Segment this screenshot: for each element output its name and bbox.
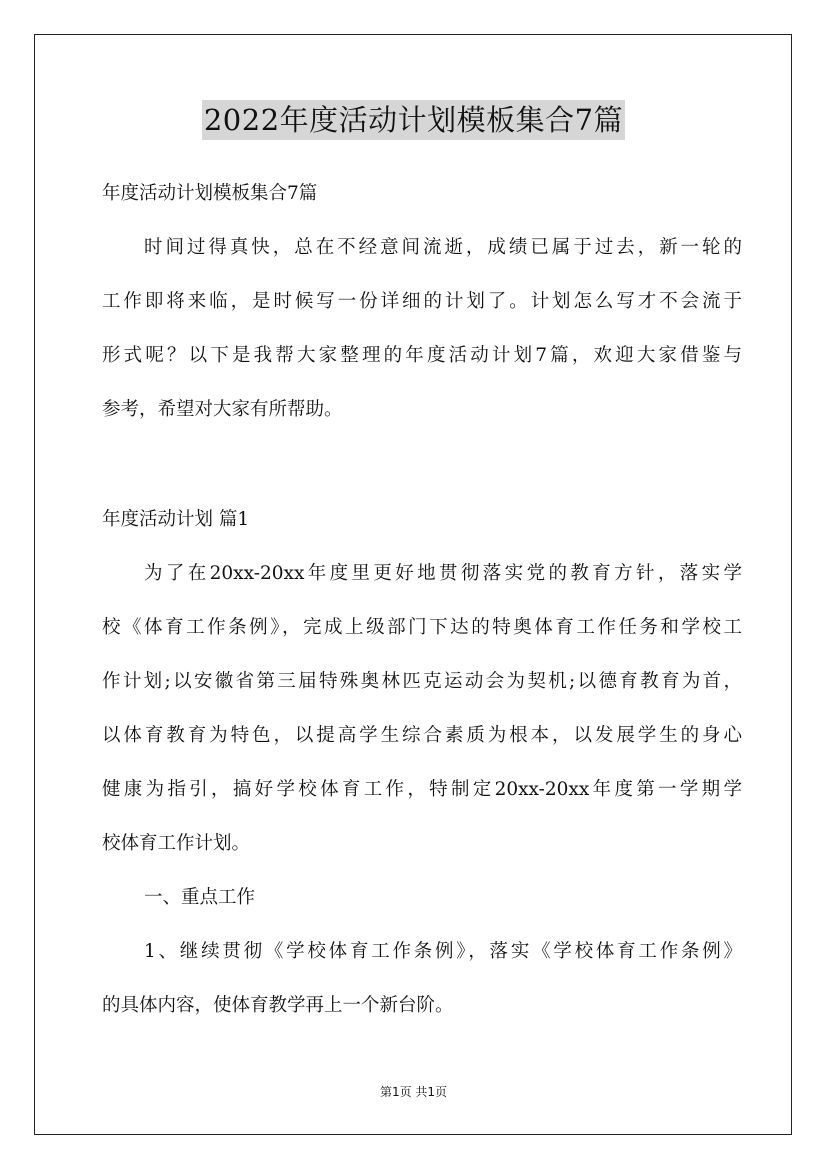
- section-line: 健康为指引，搞好学校体育工作，特制定20xx-20xx年度第一学期学: [102, 779, 742, 800]
- intro-line: 时间过得真快，总在不经意间流逝，成绩已属于过去，新一轮的: [144, 237, 742, 258]
- document-title: [0, 100, 827, 140]
- section-line: 作计划;以安徽省第三届特殊奥林匹克运动会为契机;以德育教育为首，: [102, 671, 742, 692]
- intro-line: 形式呢？以下是我帮大家整理的年度活动计划7篇，欢迎大家借鉴与: [102, 345, 742, 366]
- section-line: 校体育工作计划。: [102, 833, 251, 854]
- page-footer: 第1页 共1页: [379, 1085, 448, 1099]
- intro-line: 参考，希望对大家有所帮助。: [102, 399, 343, 420]
- item-line: 1、继续贯彻《学校体育工作条例》，落实《学校体育工作条例》: [144, 941, 742, 962]
- section-line: 以体育教育为特色，以提高学生综合素质为根本，以发展学生的身心: [102, 725, 742, 746]
- section-line: 为了在20xx-20xx年度里更好地贯彻落实党的教育方针，落实学: [144, 563, 742, 584]
- item-line: 的具体内容，使体育教学再上一个新台阶。: [102, 995, 454, 1016]
- subheading: 一、重点工作: [144, 887, 256, 908]
- intro-line: 工作即将来临，是时候写一份详细的计划了。计划怎么写才不会流于: [102, 291, 742, 312]
- document-title-text: 2022年度活动计划模板集合7篇: [202, 100, 625, 140]
- section-heading: 年度活动计划 篇1: [102, 509, 250, 530]
- section-line: 校《体育工作条例》，完成上级部门下达的特奥体育工作任务和学校工: [102, 617, 742, 638]
- subtitle: 年度活动计划模板集合7篇: [102, 183, 318, 204]
